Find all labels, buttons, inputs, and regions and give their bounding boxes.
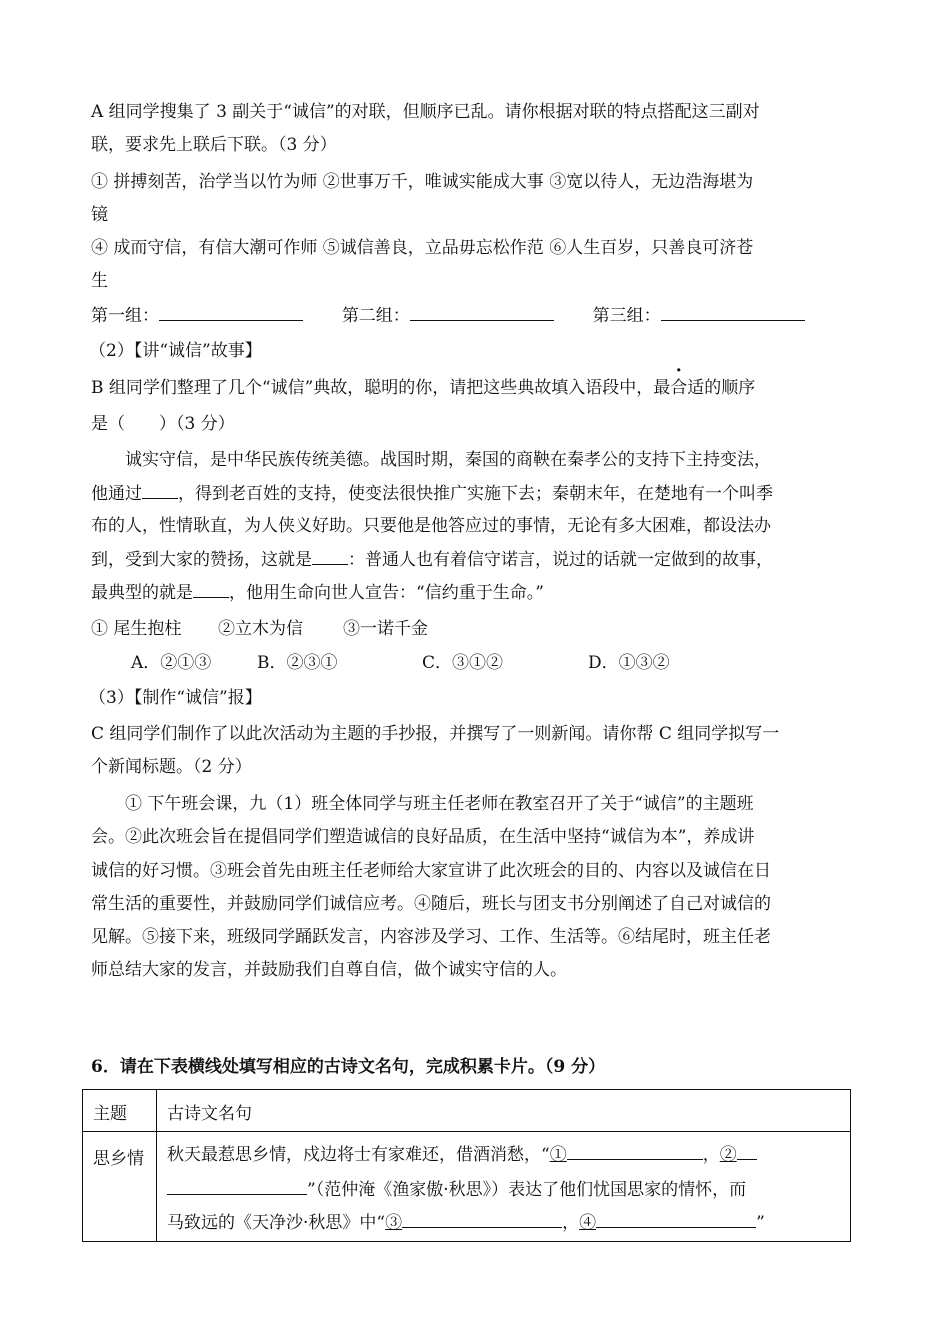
idiom-1: ① 尾生抱柱 bbox=[91, 619, 182, 639]
part2-intro-line2: 是（ ）（3 分） bbox=[91, 414, 235, 434]
poem-blank-1[interactable] bbox=[567, 1142, 703, 1160]
row1-line1 bbox=[167, 1138, 850, 1173]
story-text: ，得到老百姓的支持，使变法很快推广实施下去；秦朝末年，在楚地有一个叫季 bbox=[178, 484, 773, 504]
group1-blank[interactable] bbox=[159, 303, 303, 321]
row1-content bbox=[157, 1132, 851, 1242]
part2-heading: （2）【讲“诚信”故事】 bbox=[89, 341, 262, 361]
couplets-line2: ④ 成而守信，有信大潮可作师 ⑤诚信善良，立品毋忘松作范 ⑥人生百岁，只善良可济苍 bbox=[91, 238, 754, 258]
group-answer-line bbox=[91, 303, 805, 328]
row1-text: ， bbox=[702, 1145, 720, 1165]
news-line3: 诚信的好习惯。③班会首先由班主任老师给大家宣讲了此次班会的目的、内容以及诚信在日 bbox=[91, 861, 771, 881]
story-para-line4 bbox=[91, 547, 773, 572]
couplets-line1b: 镜 bbox=[91, 205, 108, 225]
option-c[interactable]: C．③①② bbox=[422, 653, 504, 673]
poem-blank-3[interactable] bbox=[402, 1210, 562, 1228]
part3-intro-line2: 个新闻标题。（2 分） bbox=[91, 757, 252, 777]
idiom-2: ②立木为信 bbox=[218, 619, 303, 639]
couplets-line1: ① 拼搏刻苦，治学当以竹为师 ②世事万千，唯诚实能成大事 ③宽以待人，无边浩海堪为 bbox=[91, 172, 754, 192]
part2-intro-text: B 组同学们整理了几个“诚信”典故，聪明的你，请把这些典故填入语段中， bbox=[91, 378, 654, 398]
table-row bbox=[83, 1132, 851, 1242]
row1-text: 马致远的《天净沙·秋思》中“ bbox=[167, 1213, 386, 1233]
part1-intro-line1: A 组同学搜集了 3 副关于“诚信”的对联，但顺序已乱。请你根据对联的特点搭配这三副对 bbox=[91, 102, 760, 122]
story-text: 到，受到大家的赞扬，这就是 bbox=[91, 550, 312, 570]
story-para-line5 bbox=[91, 580, 544, 605]
blank-mark-1: ① bbox=[549, 1145, 567, 1165]
poem-blank-2a[interactable] bbox=[737, 1142, 757, 1160]
part2-intro-text-end: 的顺序 bbox=[704, 378, 756, 398]
accumulation-card-table bbox=[82, 1089, 851, 1242]
part2-intro-line1 bbox=[91, 376, 755, 400]
story-text: ，他用生命向世人宣告：“信约重于生命。” bbox=[229, 583, 544, 603]
header-theme: 主题 bbox=[83, 1090, 157, 1132]
part3-intro-line1: C 组同学们制作了以此次活动为主题的手抄报，并撰写了一则新闻。请你帮 C 组同学拟写一 bbox=[91, 724, 780, 744]
part3-heading: （3）【制作“诚信”报】 bbox=[89, 688, 262, 708]
story-blank-1[interactable] bbox=[142, 481, 178, 499]
part1-intro-line2: 联，要求先上联后下联。（3 分） bbox=[91, 135, 337, 155]
poem-blank-4[interactable] bbox=[596, 1210, 756, 1228]
story-text: 最典型的就是 bbox=[91, 583, 193, 603]
row1-line2 bbox=[167, 1173, 850, 1208]
blank-mark-2: ② bbox=[719, 1145, 737, 1165]
group3-label: 第三组： bbox=[592, 306, 661, 326]
option-d[interactable]: D．①③② bbox=[588, 653, 670, 673]
news-line5: 见解。⑤接下来，班级同学踊跃发言，内容涉及学习、工作、生活等。⑥结尾时，班主任老 bbox=[91, 927, 771, 947]
idiom-3: ③一诺千金 bbox=[343, 619, 428, 639]
row1-theme: 思乡情 bbox=[83, 1132, 157, 1242]
news-line4: 常生活的重要性，并鼓励同学们诚信应考。④随后，班长与团支书分别阐述了自己对诚信的 bbox=[91, 894, 771, 914]
couplets-line2b: 生 bbox=[91, 271, 108, 291]
story-text: 他通过 bbox=[91, 484, 142, 504]
story-blank-2[interactable] bbox=[312, 547, 348, 565]
story-para-line3: 布的人，性情耿直，为人侠义好助。只要他是他答应过的事情，无论有多大困难，都设法办 bbox=[91, 516, 771, 536]
group3-blank[interactable] bbox=[661, 303, 805, 321]
story-para-line1: 诚实守信，是中华民族传统美德。战国时期，秦国的商鞅在秦孝公的支持下主持变法， bbox=[125, 450, 771, 470]
news-line2: 会。②此次班会旨在提倡同学们塑造诚信的良好品质，在生活中坚持“诚信为本”，养成讲 bbox=[91, 827, 755, 847]
row1-text: ” bbox=[756, 1213, 765, 1233]
group2-label: 第二组： bbox=[341, 306, 410, 326]
story-text: ：普通人也有着信守诺言，说过的话就一定做到的故事， bbox=[348, 550, 773, 570]
blank-mark-3: ③ bbox=[385, 1213, 403, 1233]
question6-title: 6．请在下表横线处填写相应的古诗文名句，完成积累卡片。（9 分） bbox=[91, 1057, 606, 1077]
header-lines: 古诗文名句 bbox=[157, 1090, 851, 1132]
group1-label: 第一组： bbox=[91, 306, 159, 326]
row1-line3 bbox=[167, 1206, 850, 1241]
table-header-row bbox=[83, 1090, 851, 1132]
row1-text: 秋天最惹思乡情，戍边将士有家难还，借酒消愁，“ bbox=[167, 1145, 550, 1165]
story-blank-3[interactable] bbox=[193, 580, 229, 598]
row1-text: ”（范仲淹《渔家傲·秋思》）表达了他们忧国思家的情怀，而 bbox=[307, 1180, 747, 1200]
option-a[interactable]: A．②①③ bbox=[131, 653, 212, 673]
story-para-line2 bbox=[91, 481, 773, 506]
news-line1: ① 下午班会课，九（1）班全体同学与班主任老师在教室召开了关于“诚信”的主题班 bbox=[125, 794, 754, 814]
blank-mark-4: ④ bbox=[579, 1213, 597, 1233]
poem-blank-2b[interactable] bbox=[167, 1177, 307, 1195]
option-b[interactable]: B．②③① bbox=[257, 653, 338, 673]
emphasis-dotted-text: 最合适 bbox=[653, 378, 705, 398]
row1-text: ， bbox=[562, 1213, 580, 1233]
group2-blank[interactable] bbox=[410, 303, 554, 321]
news-line6: 师总结大家的发言，并鼓励我们自尊自信，做个诚实守信的人。 bbox=[91, 960, 567, 980]
